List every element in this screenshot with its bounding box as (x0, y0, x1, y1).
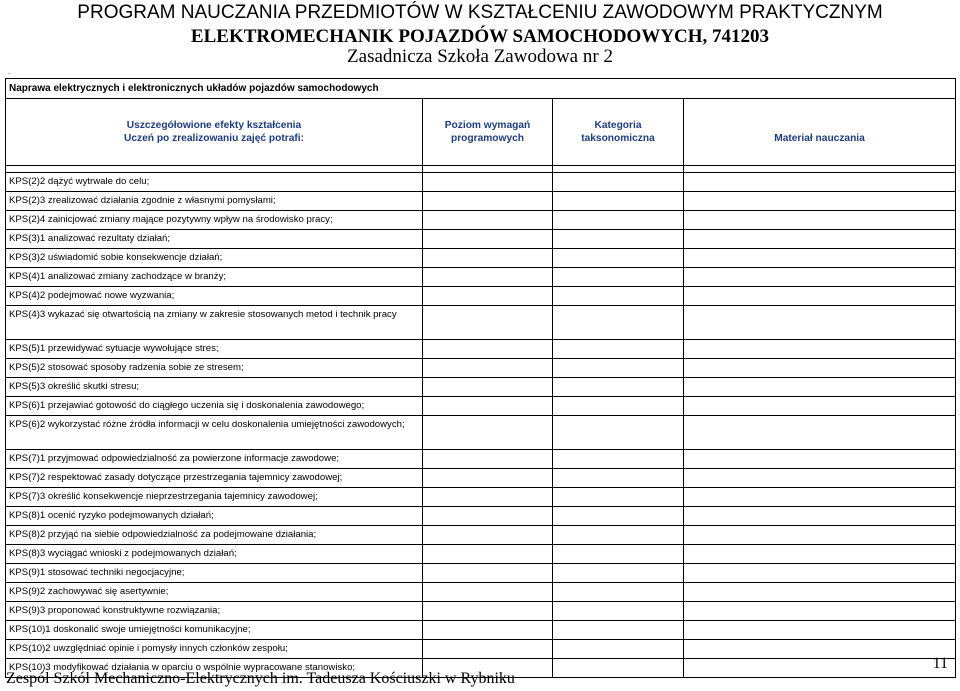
level-cell (423, 416, 553, 450)
category-cell (553, 659, 684, 678)
level-cell (423, 287, 553, 306)
material-cell (684, 249, 956, 268)
category-cell (553, 545, 684, 564)
category-cell (553, 583, 684, 602)
header-school-name: Zasadnicza Szkoła Zawodowa nr 2 (347, 46, 613, 67)
material-cell (684, 526, 956, 545)
column-header-category-line2: taksonomiczna (581, 133, 655, 144)
level-cell (423, 173, 553, 192)
table-row (6, 488, 956, 507)
effect-cell: KPS(7)2 respektować zasady dotyczące przestrzegania tajemnicy zawodowej; (6, 469, 423, 488)
category-cell (553, 640, 684, 659)
table-row (6, 469, 956, 488)
footer-school-name: Zespół Szkół Mechaniczno-Elektrycznych im. Tadeusza Kościuszki w Rybniku (6, 670, 515, 687)
effect-cell: KPS(9)3 proponować konstruktywne rozwiązania; (6, 602, 423, 621)
table-row (6, 192, 956, 211)
level-cell (423, 621, 553, 640)
effect-cell: KPS(9)2 zachowywać się asertywnie; (6, 583, 423, 602)
level-cell (423, 340, 553, 359)
table-row (6, 545, 956, 564)
effect-cell: KPS(3)1 analizować rezultaty działań; (6, 230, 423, 249)
table-row (6, 268, 956, 287)
material-cell (684, 469, 956, 488)
table-row (6, 340, 956, 359)
category-cell (553, 268, 684, 287)
category-cell (553, 416, 684, 450)
spacer-cell (684, 166, 956, 173)
material-cell (684, 268, 956, 287)
table-row (6, 173, 956, 192)
column-header-level (423, 99, 553, 166)
effect-cell: KPS(8)1 ocenić ryzyko podejmowanych działań; (6, 507, 423, 526)
effect-cell: KPS(8)2 przyjąć na siebie odpowiedzialność za podejmowane działania; (6, 526, 423, 545)
column-header-effects-line1: Uszczegółowione efekty kształcenia (126, 120, 302, 131)
level-cell (423, 397, 553, 416)
effect-cell: KPS(7)3 określić konsekwencje nieprzestrzegania tajemnicy zawodowej; (6, 488, 423, 507)
effect-cell: KPS(4)1 analizować zmiany zachodzące w branży; (6, 268, 423, 287)
material-cell (684, 621, 956, 640)
effect-cell: KPS(8)3 wyciągać wnioski z podejmowanych działań; (6, 545, 423, 564)
category-cell (553, 230, 684, 249)
table-row (6, 359, 956, 378)
header-title-line-2: ELEKTROMECHANIK POJAZDÓW SAMOCHODOWYCH, 741203 (190, 26, 770, 47)
column-header-effects-line2: Uczeń po zrealizowaniu zajęć potrafi: (123, 133, 304, 144)
level-cell (423, 583, 553, 602)
category-cell (553, 621, 684, 640)
category-cell (553, 488, 684, 507)
column-header-category (553, 99, 684, 166)
material-cell (684, 397, 956, 416)
page-number: 11 (932, 655, 948, 672)
category-cell (553, 469, 684, 488)
column-header-level-line2: programowych (450, 133, 525, 144)
effect-cell: KPS(2)2 dążyć wytrwale do celu; (6, 173, 423, 192)
level-cell (423, 268, 553, 287)
level-cell (423, 249, 553, 268)
spacer-cell (6, 166, 423, 173)
spacer-row (6, 166, 956, 173)
material-cell (684, 378, 956, 397)
effect-cell: KPS(10)3 modyfikować działania w oparciu o wspólnie wypracowane stanowisko; (6, 659, 423, 678)
category-cell (553, 450, 684, 469)
spacer-cell (553, 166, 684, 173)
effect-cell: KPS(9)1 stosować techniki negocjacyjne; (6, 564, 423, 583)
level-cell (423, 359, 553, 378)
table-row (6, 397, 956, 416)
level-cell (423, 211, 553, 230)
material-cell (684, 640, 956, 659)
category-cell (553, 192, 684, 211)
level-cell (423, 230, 553, 249)
category-cell (553, 507, 684, 526)
section-title: Naprawa elektrycznych i elektronicznych układów pojazdów samochodowych (6, 79, 956, 99)
category-cell (553, 359, 684, 378)
effect-cell: KPS(3)2 uświadomić sobie konsekwencje działań; (6, 249, 423, 268)
table-row (6, 621, 956, 640)
table-row (6, 230, 956, 249)
material-cell (684, 287, 956, 306)
category-cell (553, 526, 684, 545)
category-cell (553, 306, 684, 340)
material-cell (684, 659, 956, 678)
effect-cell: KPS(6)1 przejawiać gotowość do ciągłego uczenia się i doskonalenia zawodowego; (6, 397, 423, 416)
effect-cell: KPS(6)2 wykorzystać różne źródła informacji w celu doskonalenia umiejętności zawodowych; (6, 416, 423, 450)
material-cell (684, 488, 956, 507)
header-title-line-1: PROGRAM NAUCZANIA PRZEDMIOTÓW W KSZTAŁCENIU ZAWODOWYM PRAKTYCZNYM (77, 2, 883, 23)
effect-cell: KPS(5)2 stosować sposoby radzenia sobie ze stresem; (6, 359, 423, 378)
table-row (6, 640, 956, 659)
effect-cell: KPS(10)1 doskonalić swoje umiejętności komunikacyjne; (6, 621, 423, 640)
level-cell (423, 545, 553, 564)
section-header-row (6, 79, 956, 99)
category-cell (553, 378, 684, 397)
stray-dot: . (8, 67, 11, 76)
effect-cell: KPS(4)2 podejmować nowe wyzwania; (6, 287, 423, 306)
level-cell (423, 640, 553, 659)
material-cell (684, 583, 956, 602)
table-row (6, 507, 956, 526)
level-cell (423, 378, 553, 397)
material-cell (684, 564, 956, 583)
column-header-category-line1: Kategoria (594, 120, 642, 131)
column-header-row (6, 99, 956, 166)
table-row (6, 564, 956, 583)
effect-cell: KPS(2)4 zainicjować zmiany mające pozytywny wpływ na środowisko pracy; (6, 211, 423, 230)
category-cell (553, 602, 684, 621)
table-row (6, 378, 956, 397)
material-cell (684, 211, 956, 230)
level-cell (423, 469, 553, 488)
material-cell (684, 359, 956, 378)
material-cell (684, 173, 956, 192)
table-row (6, 287, 956, 306)
category-cell (553, 340, 684, 359)
material-cell (684, 192, 956, 211)
material-cell (684, 507, 956, 526)
spacer-cell (423, 166, 553, 173)
effect-cell: KPS(10)2 uwzględniać opinie i pomysły innych członków zespołu; (6, 640, 423, 659)
table-row (6, 416, 956, 450)
material-cell (684, 340, 956, 359)
effect-cell: KPS(4)3 wykazać się otwartością na zmiany w zakresie stosowanych metod i technik pracy (6, 306, 423, 340)
level-cell (423, 602, 553, 621)
column-header-effects (6, 99, 423, 166)
effect-cell: KPS(5)3 określić skutki stresu; (6, 378, 423, 397)
column-header-material: Materiał nauczania (684, 99, 956, 166)
material-cell (684, 306, 956, 340)
effect-cell: KPS(7)1 przyjmować odpowiedzialność za powierzone informacje zawodowe; (6, 450, 423, 469)
material-cell (684, 545, 956, 564)
level-cell (423, 192, 553, 211)
category-cell (553, 211, 684, 230)
column-header-level-line1: Poziom wymagań (444, 120, 531, 131)
table-row (6, 211, 956, 230)
curriculum-table (5, 78, 956, 678)
material-cell (684, 230, 956, 249)
material-cell (684, 602, 956, 621)
material-cell (684, 416, 956, 450)
level-cell (423, 488, 553, 507)
level-cell (423, 564, 553, 583)
table-row (6, 583, 956, 602)
category-cell (553, 397, 684, 416)
table-row (6, 602, 956, 621)
category-cell (553, 287, 684, 306)
effect-cell: KPS(5)1 przewidywać sytuacje wywołujące stres; (6, 340, 423, 359)
table-row (6, 306, 956, 340)
table-row (6, 526, 956, 545)
table-row (6, 450, 956, 469)
table-row (6, 249, 956, 268)
level-cell (423, 507, 553, 526)
level-cell (423, 526, 553, 545)
level-cell (423, 306, 553, 340)
category-cell (553, 173, 684, 192)
level-cell (423, 450, 553, 469)
category-cell (553, 249, 684, 268)
material-cell (684, 450, 956, 469)
effect-cell: KPS(2)3 zrealizować działania zgodnie z własnymi pomysłami; (6, 192, 423, 211)
category-cell (553, 564, 684, 583)
